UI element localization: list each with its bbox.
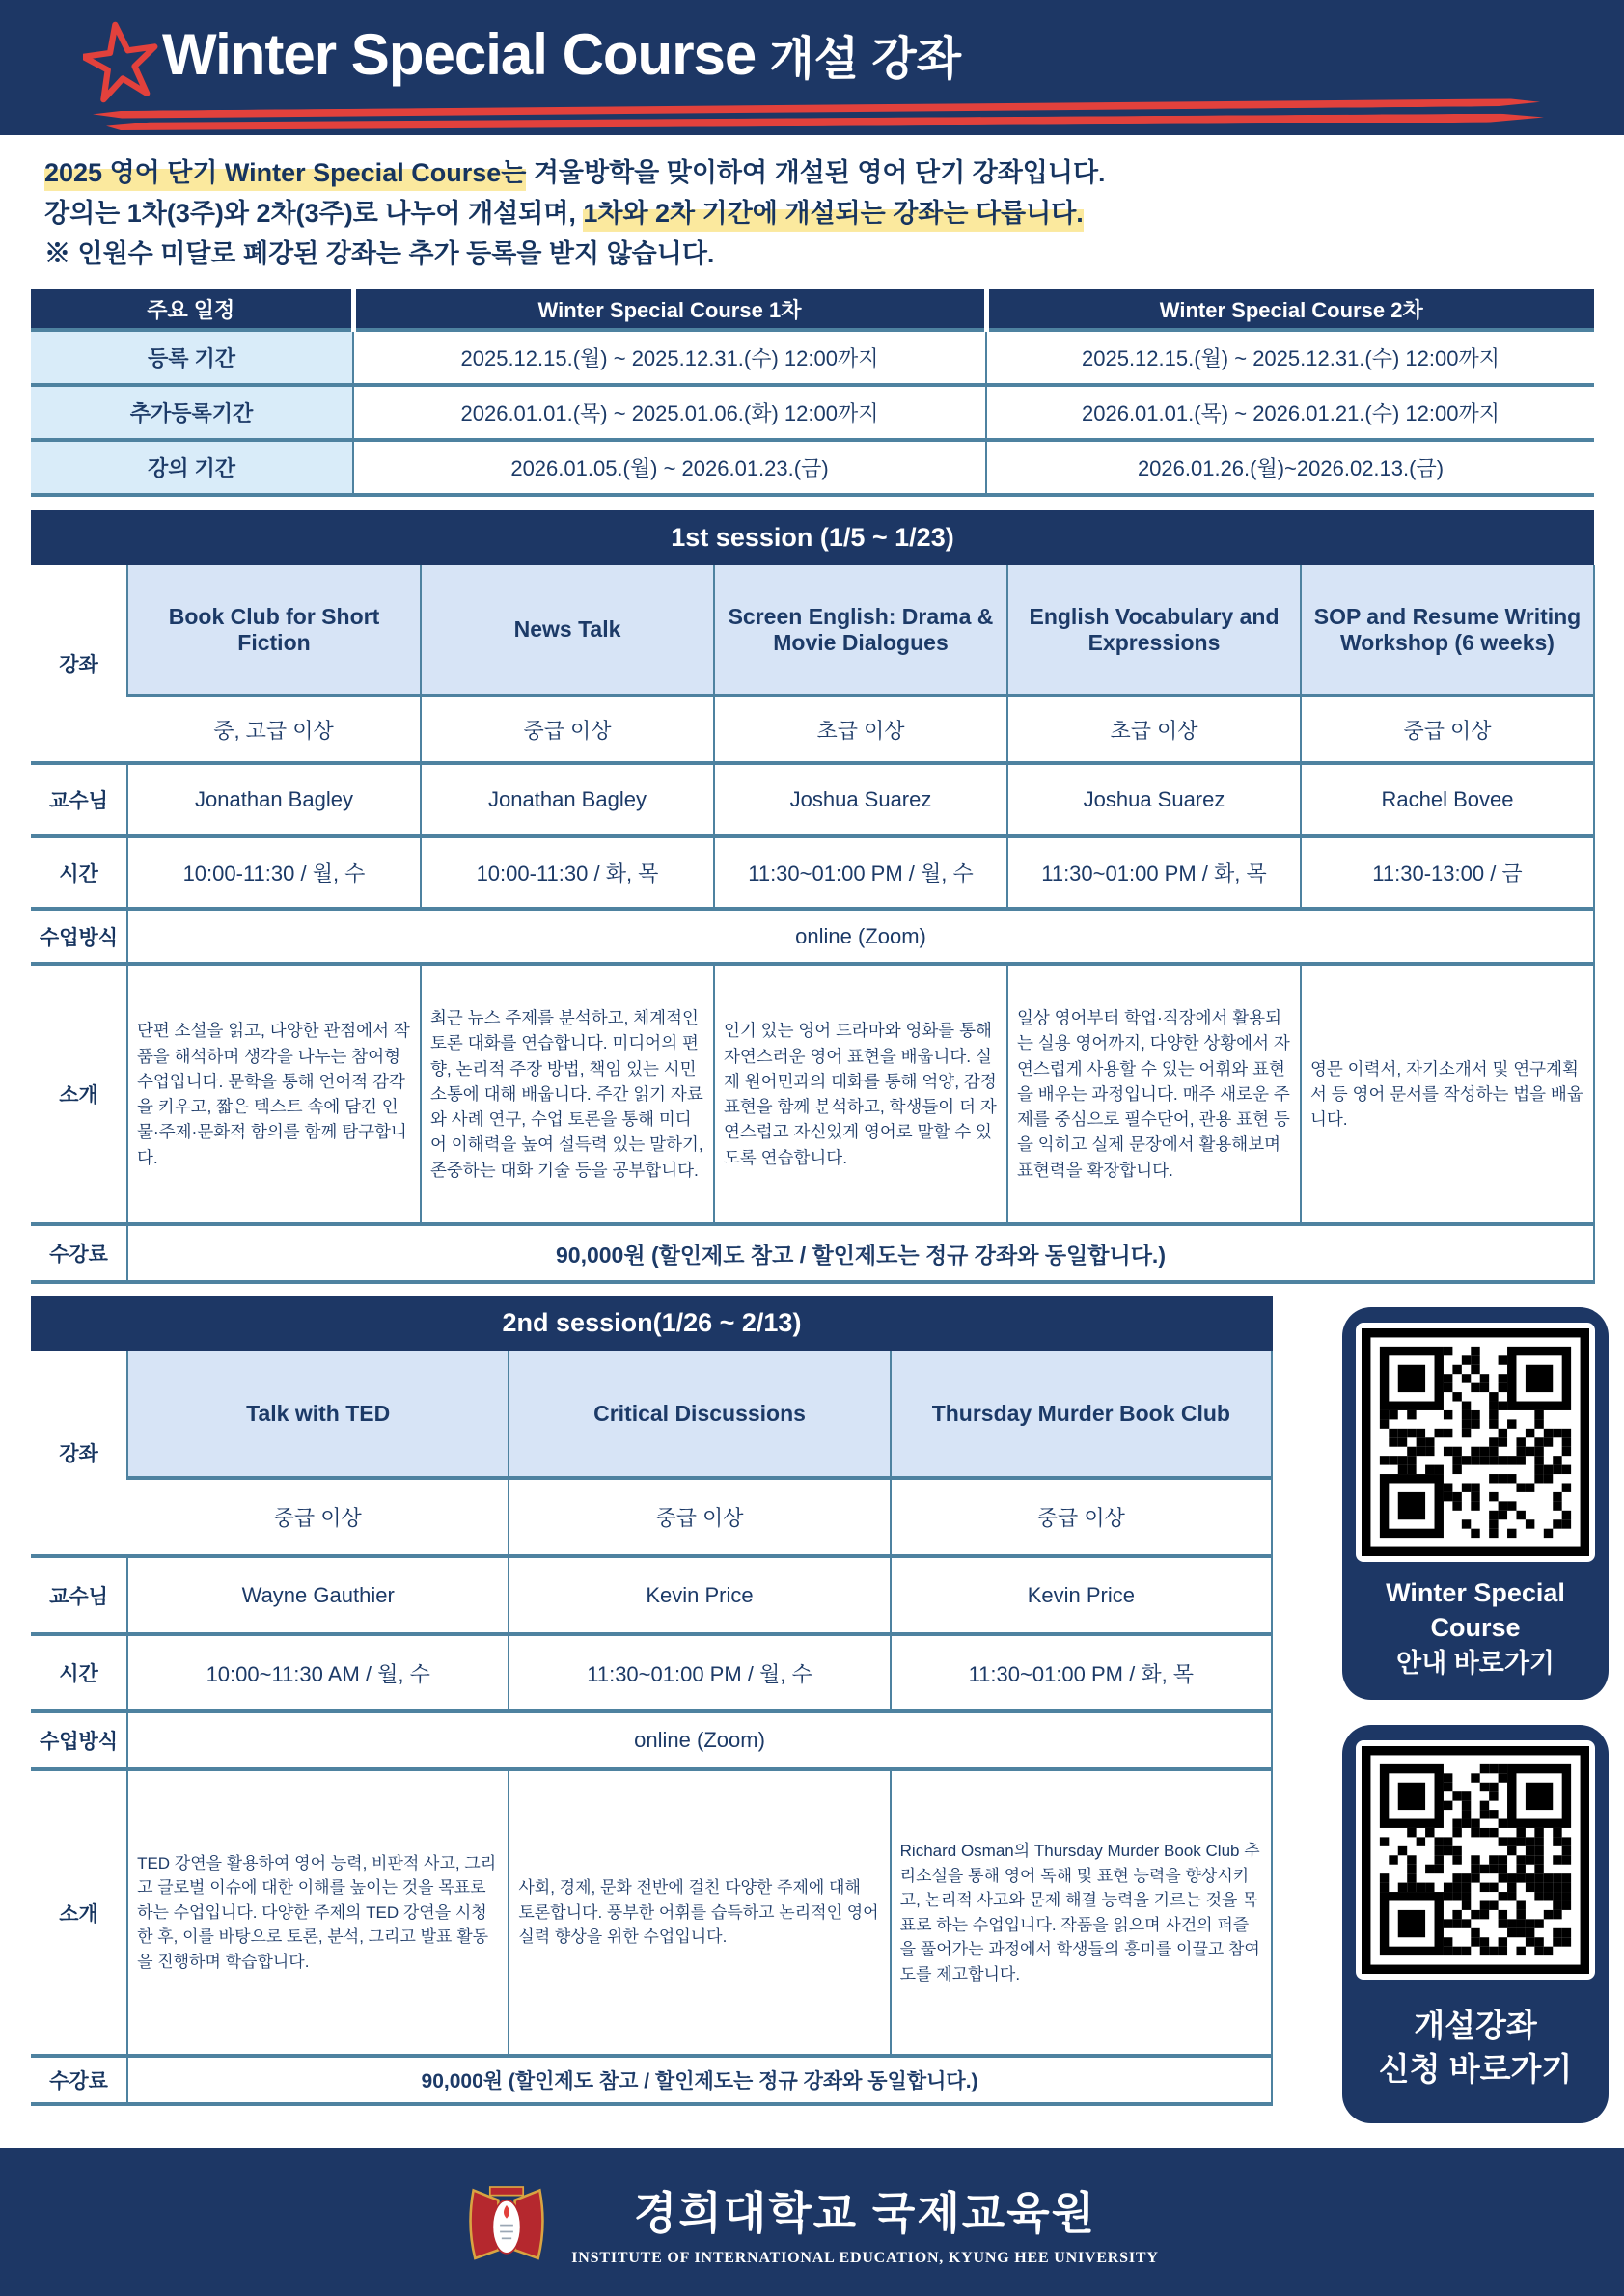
course-name-row xyxy=(31,1351,1272,1478)
intro-text xyxy=(44,152,1580,274)
description-row xyxy=(31,1769,1272,2056)
table-row xyxy=(31,330,1594,385)
method-row xyxy=(31,1711,1272,1769)
row-label-fee: 수강료 xyxy=(31,1224,127,1282)
method-row xyxy=(31,909,1594,964)
professor-name: Jonathan Bagley xyxy=(127,763,421,836)
qr-sidebar xyxy=(1273,1296,1624,2123)
course-level: 중, 고급 이상 xyxy=(127,696,421,763)
course-name: Book Club for Short Fiction xyxy=(127,565,421,696)
row-label: 등록 기간 xyxy=(31,330,353,385)
course-time: 10:00-11:30 / 월, 수 xyxy=(127,836,421,909)
registration-period-1: 2025.12.15.(월) ~ 2025.12.31.(수) 12:00까지 xyxy=(353,330,986,385)
page-title-en: Winter Special Course xyxy=(162,22,757,87)
fee-amount: 90,000원 (할인제도 참고 / 할인제도는 정규 강좌와 동일합니다.) xyxy=(127,1224,1594,1282)
intro-line-3: ※ 인원수 미달로 폐강된 강좌는 추가 등록을 받지 않습니다. xyxy=(44,239,715,268)
course-description: 영문 이력서, 자기소개서 및 연구계획서 등 영어 문서를 작성하는 법을 배웁니다. xyxy=(1301,964,1594,1224)
course-description: 사회, 경제, 문화 전반에 걸친 다양한 주제에 대해 토론합니다. 풍부한 어휘를 습득하고 논리적인 영어 실력 향상을 위한 수업입니다. xyxy=(509,1769,890,2056)
course-time: 10:00~11:30 AM / 월, 수 xyxy=(127,1634,509,1711)
table-row xyxy=(31,385,1594,440)
highlighted-text: 1차와 2차 기간에 개설되는 강좌는 다릅니다. xyxy=(583,199,1083,234)
professor-name: Jonathan Bagley xyxy=(421,763,714,836)
course-description: 인기 있는 영어 드라마와 영화를 통해 자연스러운 영어 표현을 배웁니다. 실제 원어민과의 대화를 통해 억양, 감정 표현을 함께 분석하고, 학생들이 더 자연스럽고 자신있게 영어로 말할 수 있도록 연습합니다. xyxy=(714,964,1007,1224)
course-name: Thursday Murder Book Club xyxy=(891,1351,1272,1478)
course-description: 일상 영어부터 학업·직장에서 활용되는 실용 영어까지, 다양한 상황에서 자연스럽게 사용할 수 있는 어휘와 표현을 배우는 과정입니다. 매주 새로운 주제를 중심으로 필수단어, 관용 표현 등을 익히고 실제 문장에서 활용해보며 표현력을 확장합니다. xyxy=(1007,964,1301,1224)
row-label: 추가등록기간 xyxy=(31,385,353,440)
row-label-fee: 수강료 xyxy=(31,2056,127,2104)
row-label-course: 강좌 xyxy=(31,565,127,763)
organization-name-en: INSTITUTE OF INTERNATIONAL EDUCATION, KYUNG HEE UNIVERSITY xyxy=(571,2249,1159,2266)
time-row xyxy=(31,1634,1272,1711)
row-label: 강의 기간 xyxy=(31,440,353,495)
row-label-time: 시간 xyxy=(31,836,127,909)
description-row xyxy=(31,964,1594,1224)
qr-code-apply xyxy=(1356,1740,1595,1980)
time-row xyxy=(31,836,1594,909)
professor-name: Wayne Gauthier xyxy=(127,1556,509,1634)
organization-name-ko: 경희대학교 국제교육원 xyxy=(633,2187,1097,2238)
course-name-row xyxy=(31,565,1594,696)
schedule-header-session2: Winter Special Course 2차 xyxy=(986,289,1594,330)
session1-title-band: 1st session (1/5 ~ 1/23) xyxy=(31,510,1594,565)
lecture-period-2: 2026.01.26.(월)~2026.02.13.(금) xyxy=(986,440,1594,495)
course-level: 초급 이상 xyxy=(714,696,1007,763)
course-description: TED 강연을 활용하여 영어 능력, 비판적 사고, 그리고 글로벌 이슈에 대한 이해를 높이는 것을 목표로 하는 수업입니다. 다양한 주제의 TED 강연을 시청한 후, 이를 바탕으로 토론, 분석, 그리고 발표 활동을 진행하며 학습합니다. xyxy=(127,1769,509,2056)
course-level-row xyxy=(31,1478,1272,1556)
header-banner xyxy=(0,0,1624,135)
row-label-method: 수업방식 xyxy=(31,909,127,964)
course-time: 11:30~01:00 PM / 화, 목 xyxy=(891,1634,1272,1711)
lecture-period-1: 2026.01.05.(월) ~ 2026.01.23.(금) xyxy=(353,440,986,495)
schedule-table xyxy=(31,289,1594,497)
qr-code-info xyxy=(1356,1323,1595,1562)
qr-card-course-info[interactable] xyxy=(1342,1307,1609,1700)
course-level: 초급 이상 xyxy=(1007,696,1301,763)
schedule-header-session1: Winter Special Course 1차 xyxy=(353,289,986,330)
extra-registration-period-1: 2026.01.01.(목) ~ 2025.01.06.(화) 12:00까지 xyxy=(353,385,986,440)
course-level: 중급 이상 xyxy=(421,696,714,763)
row-label-time: 시간 xyxy=(31,1634,127,1711)
course-name: News Talk xyxy=(421,565,714,696)
row-label-intro: 소개 xyxy=(31,1769,127,2056)
session2-table xyxy=(31,1351,1273,2106)
highlighted-text: 2025 영어 단기 Winter Special Course는 xyxy=(44,158,526,194)
professor-name: Joshua Suarez xyxy=(1007,763,1301,836)
fee-row xyxy=(31,1224,1594,1282)
extra-registration-period-2: 2026.01.01.(목) ~ 2026.01.21.(수) 12:00까지 xyxy=(986,385,1594,440)
schedule-header-row xyxy=(31,289,1594,330)
row-label-course: 강좌 xyxy=(31,1351,127,1556)
course-time: 11:30~01:00 PM / 월, 수 xyxy=(714,836,1007,909)
course-time: 11:30-13:00 / 금 xyxy=(1301,836,1594,909)
qr-caption: Winter Special Course 안내 바로가기 xyxy=(1386,1578,1565,1678)
course-name: Critical Discussions xyxy=(509,1351,890,1478)
professor-row xyxy=(31,763,1594,836)
course-time: 11:30~01:00 PM / 화, 목 xyxy=(1007,836,1301,909)
professor-name: Rachel Bovee xyxy=(1301,763,1594,836)
course-level: 중급 이상 xyxy=(1301,696,1594,763)
table-row xyxy=(31,440,1594,495)
footer-banner xyxy=(0,2148,1624,2296)
intro-line-2: 강의는 1차(3주)와 2차(3주)로 나누어 개설되며, 1차와 2차 기간에 개설되는 강좌는 다릅니다. xyxy=(44,193,1580,233)
session2-section xyxy=(31,1296,1273,2106)
registration-period-2: 2025.12.15.(월) ~ 2025.12.31.(수) 12:00까지 xyxy=(986,330,1594,385)
course-time: 10:00-11:30 / 화, 목 xyxy=(421,836,714,909)
session1-table xyxy=(31,565,1595,1284)
qr-card-apply[interactable] xyxy=(1342,1725,1609,2123)
page-title xyxy=(162,21,961,88)
star-icon xyxy=(83,17,158,110)
course-name: Screen English: Drama & Movie Dialogues xyxy=(714,565,1007,696)
session2-title-band: 2nd session(1/26 ~ 2/13) xyxy=(31,1296,1273,1351)
professor-name: Kevin Price xyxy=(509,1556,890,1634)
row-label-method: 수업방식 xyxy=(31,1711,127,1769)
bottom-area xyxy=(31,1296,1624,2123)
course-name: SOP and Resume Writing Workshop (6 weeks) xyxy=(1301,565,1594,696)
course-description: 단편 소설을 읽고, 다양한 관점에서 작품을 해석하며 생각을 나누는 참여형 수업입니다. 문학을 통해 언어적 감각을 키우고, 짧은 텍스트 속에 담긴 인물·주제·문화적 함의를 함께 탐구합니다. xyxy=(127,964,421,1224)
row-label-intro: 소개 xyxy=(31,964,127,1224)
class-method: online (Zoom) xyxy=(127,1711,1272,1769)
course-level: 중급 이상 xyxy=(127,1478,509,1556)
schedule-header-label: 주요 일정 xyxy=(31,289,353,330)
course-level: 중급 이상 xyxy=(509,1478,890,1556)
row-label-professor: 교수님 xyxy=(31,763,127,836)
professor-name: Joshua Suarez xyxy=(714,763,1007,836)
course-name: Talk with TED xyxy=(127,1351,509,1478)
course-description: Richard Osman의 Thursday Murder Book Club 추리소설을 통해 영어 독해 및 표현 능력을 향상시키고, 논리적 사고와 문제 해결 능력을 기르는 것을 목표로 하는 수업입니다. 작품을 읽으며 사건의 퍼즐을 풀어가는 과정에서 학생들의 흥미를 이끌고 참여도를 제고합니다. xyxy=(891,1769,1272,2056)
course-level-row xyxy=(31,696,1594,763)
fee-amount: 90,000원 (할인제도 참고 / 할인제도는 정규 강좌와 동일합니다.) xyxy=(127,2056,1272,2104)
course-name: English Vocabulary and Expressions xyxy=(1007,565,1301,696)
class-method: online (Zoom) xyxy=(127,909,1594,964)
course-level: 중급 이상 xyxy=(891,1478,1272,1556)
qr-caption: 개설강좌 신청 바로가기 xyxy=(1378,2008,1573,2087)
fee-row xyxy=(31,2056,1272,2104)
intro-line-1: 2025 영어 단기 Winter Special Course는 겨울방학을 맞이하여 개설된 영어 단기 강좌입니다. xyxy=(44,152,1580,193)
course-description: 최근 뉴스 주제를 분석하고, 체계적인 토론 대화를 연습합니다. 미디어의 편향, 논리적 주장 방법, 책임 있는 시민 소통에 대해 배웁니다. 주간 읽기 자료와 사례 연구, 수업 토론을 통해 미디어 이해력을 높여 설득력 있는 말하기, 존중하는 대화 기술 등을 공부합니다. xyxy=(421,964,714,1224)
professor-row xyxy=(31,1556,1272,1634)
university-emblem xyxy=(465,2175,548,2270)
row-label-professor: 교수님 xyxy=(31,1556,127,1634)
course-time: 11:30~01:00 PM / 월, 수 xyxy=(509,1634,890,1711)
organization-name xyxy=(571,2178,1158,2267)
session1-section xyxy=(31,510,1594,1284)
page-title-ko: 개설 강좌 xyxy=(769,34,962,85)
professor-name: Kevin Price xyxy=(891,1556,1272,1634)
